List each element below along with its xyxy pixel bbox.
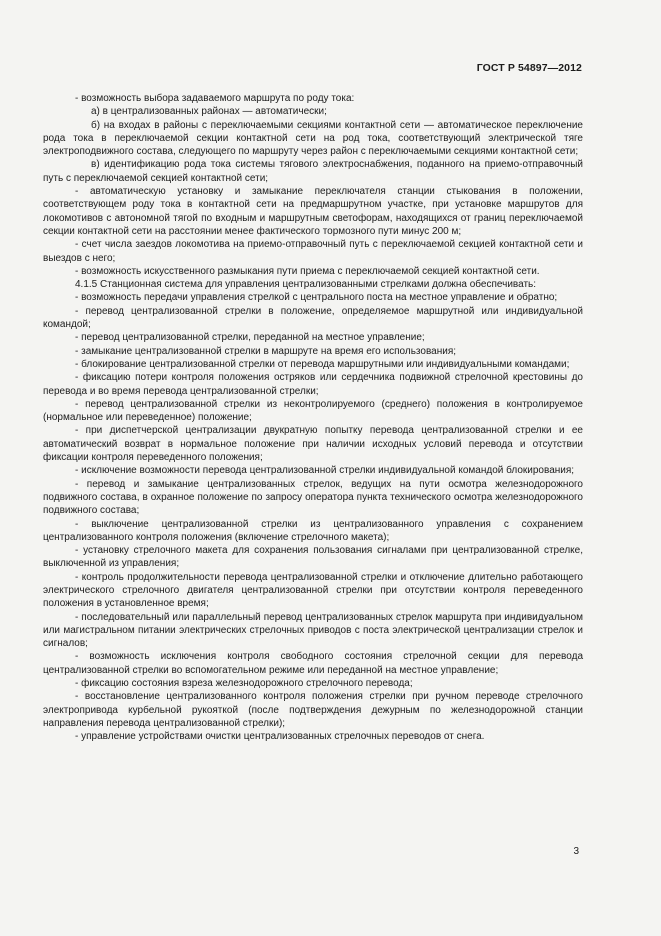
list-item: - возможность искусственного размыкания пути приема с переключаемой секцией контактной сети. [75,265,540,277]
standard-number: ГОСТ Р 54897—2012 [476,62,582,74]
list-item: - блокирование централизованной стрелки от перевода маршрутными или индивидуальными командами; [75,358,570,370]
list-item: - контроль продолжительности перевода централизованной стрелки и отключение длительно работающего электрического стрелочного двигателя централизованной стрелки при отсутствии контроля переведенного положения в установленное время; [43,571,583,610]
sub-item: а) в централизованных районах — автоматически; [91,106,327,118]
list-item: - перевод и замыкание централизованных стрелок, ведущих на пути осмотра железнодорожного подвижного состава, в охранное положение по запросу оператора пункта технического осмотра железнодорожного подвижного состава; [43,478,583,517]
list-item: - счет числа заездов локомотива на приемо-отправочный путь с переключаемой секцией контактной сети и выездов с него; [43,239,583,264]
list-item: - выключение централизованной стрелки из централизованного управления с сохранением централизованного контроля положения (включение стрелочного макета); [43,518,583,543]
list-item: - установку стрелочного макета для сохранения пользования сигналами при централизованной стрелке, выключенной из управления; [43,545,583,570]
list-item: - перевод централизованной стрелки, переданной на местное управление; [75,332,425,344]
list-item: - фиксацию состояния взреза железнодорожного стрелочного перевода; [75,678,413,690]
list-item: - при диспетчерской централизации двукратную попытку перевода централизованной стрелки и ее автоматический возврат в нормальное положение при наличии исходных условий перевода и отсутствии фиксации контроля переведенного положения; [43,425,583,464]
clause-paragraph: 4.1.5 Станционная система для управления централизованными стрелками должна обеспечивать: [75,279,537,291]
list-item: - управление устройствами очистки централизованных стрелочных переводов от снега. [75,731,485,743]
sub-item: б) на входах в районы с переключаемыми секциями контактной сети — автоматическое переключение рода тока в переключаемой секции контактной сети на род тока, соответствующий электрической тяге электроподвижного состава, следующего по маршруту через район с переключаемыми секциями контактной сети; [43,119,583,158]
list-item: - фиксацию потери контроля положения остряков или сердечника подвижной стрелочной крестовины до перевода и во время перевода централизованной стрелки; [43,372,583,397]
list-item: - восстановление централизованного контроля положения стрелки при ручном переводе стрелочного электропривода курбельной рукояткой (после подтверждения дежурным по железнодорожной станции направления перевода централизованной стрелки); [43,691,583,729]
list-item: - последовательный или параллельный перевод централизованных стрелок маршрута при индивидуальном или магистральном питании электрических стрелочных приводов с поста электрической централизации стрелок и сигналов; [43,611,583,650]
list-item: - возможность исключения контроля свободного состояния стрелочной секции для перевода централизованной стрелки во вспомогательном режиме или переданной на местное управление; [43,651,583,676]
page-number: 3 [573,846,579,857]
list-item: - автоматическую установку и замыкание переключателя станции стыкования в положении, соответствующем роду тока в контактной сети на предмаршрутном участке, при установке маршрутов для локомотивов с автономной тягой по входным и маршрутным светофорам, находящихся от границ переключаемой секции контактной сети на расстоянии менее фактического тормозного пути минус 200 м; [43,186,583,237]
list-item: - замыкание централизованной стрелки в маршруте на время его использования; [75,345,457,357]
sub-item: в) идентификацию рода тока системы тягового электроснабжения, поданного на приемо-отправочный путь с переключаемой секцией контактной сети; [43,159,583,184]
list-item: - перевод централизованной стрелки из неконтролируемого (среднего) положения в контролируемое (нормальное или переведенное) положение; [43,398,583,424]
document-body [43,92,583,744]
sub-item: - возможность выбора задаваемого маршрута по роду тока: [75,93,355,104]
list-item: - перевод централизованной стрелки в положение, определяемое маршрутной или индивидуальной командой; [43,305,583,331]
list-item: - исключение возможности перевода централизованной стрелки индивидуальной командой блокирования; [75,465,575,477]
list-item: - возможность передачи управления стрелкой с центрального поста на местное управление и обратно; [75,292,558,304]
